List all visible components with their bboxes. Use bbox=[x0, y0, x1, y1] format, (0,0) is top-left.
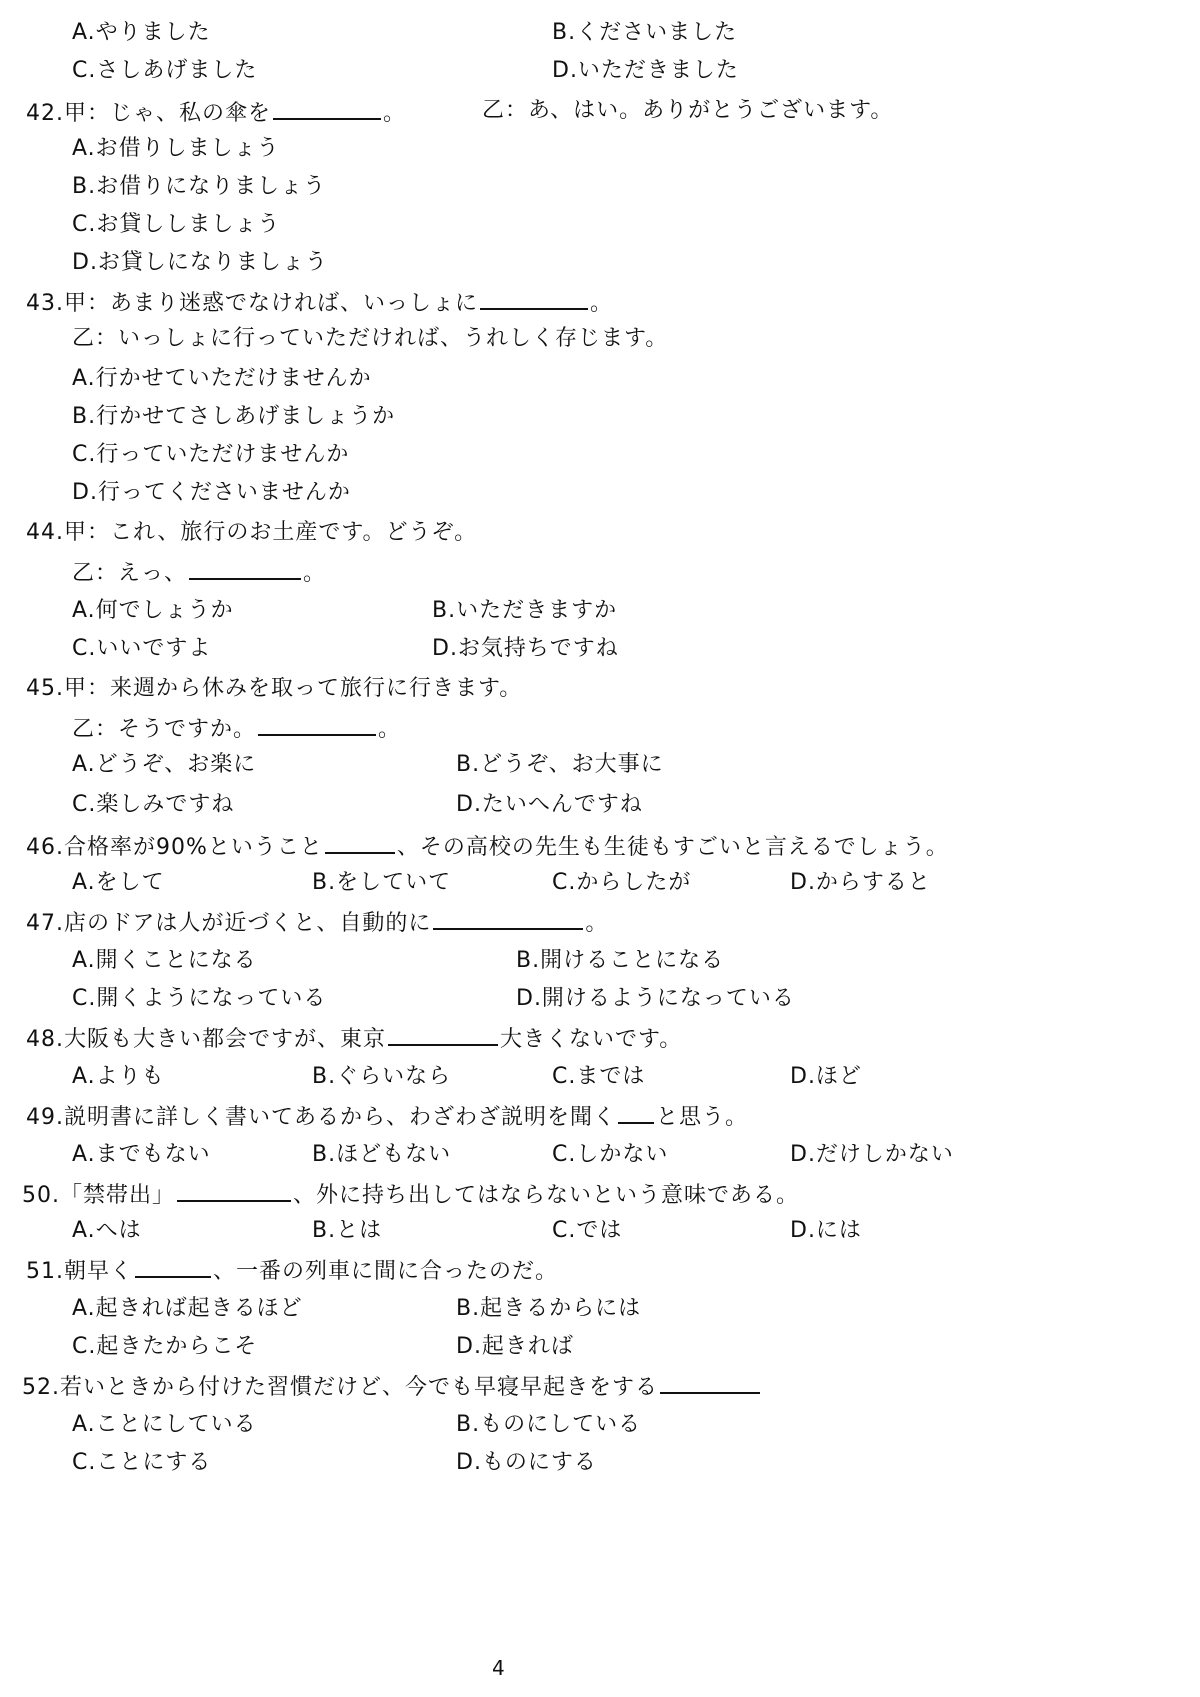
q42-stem bbox=[26, 96, 406, 129]
q46-option-a: A.をして bbox=[72, 870, 165, 895]
q51-option-c: C.起きたからこそ bbox=[72, 1334, 258, 1359]
question-text: 甲：来週から休みを取って旅行に行きます。 bbox=[64, 676, 523, 701]
question-text-end: 。 bbox=[585, 911, 609, 936]
question-text-end: 。 bbox=[590, 291, 614, 316]
q48-option-a: A.よりも bbox=[72, 1064, 165, 1089]
q50-stem bbox=[22, 1178, 799, 1211]
q43-option-b: B.行かせてさしあげましょうか bbox=[72, 404, 396, 429]
question-number: 49. bbox=[26, 1105, 64, 1130]
q46-option-b: B.をしていて bbox=[312, 870, 452, 895]
q45-option-b: B.どうぞ、お大事に bbox=[456, 752, 664, 777]
question-text-end: 、その高校の先生も生徒もすごいと言えるでしょう。 bbox=[396, 835, 949, 860]
q48-option-b: B.ぐらいなら bbox=[312, 1064, 452, 1089]
q45-option-c: C.楽しみですね bbox=[72, 792, 235, 817]
answer-blank bbox=[388, 1022, 498, 1046]
question-text-end: 。 bbox=[383, 101, 407, 126]
q46-option-d: D.からすると bbox=[790, 870, 931, 895]
q43-reply: 乙：いっしょに行っていただければ、うれしく存じます。 bbox=[72, 326, 669, 351]
q45-reply bbox=[72, 712, 401, 745]
question-number: 50. bbox=[22, 1183, 60, 1208]
question-text: 大阪も大きい都会ですが、東京 bbox=[64, 1027, 387, 1052]
q42-option-b: B.お借りになりましょう bbox=[72, 174, 327, 199]
q42-option-a: A.お借りしましょう bbox=[72, 136, 280, 161]
q41-option-d: D.いただきました bbox=[552, 58, 739, 83]
answer-blank bbox=[273, 96, 381, 120]
question-text: 「禁帯出」 bbox=[60, 1183, 176, 1208]
question-text: 朝早く bbox=[64, 1259, 134, 1284]
q52-option-c: C.ことにする bbox=[72, 1450, 212, 1475]
q52-option-a: A.ことにしている bbox=[72, 1412, 257, 1437]
q49-option-a: A.までもない bbox=[72, 1142, 211, 1167]
question-text: 甲：あまり迷惑でなければ、いっしょに bbox=[64, 291, 479, 316]
q47-stem bbox=[26, 906, 608, 939]
question-text: 甲：これ、旅行のお土産です。どうぞ。 bbox=[64, 520, 478, 545]
question-text-end: と思う。 bbox=[656, 1105, 749, 1130]
q47-option-a: A.開くことになる bbox=[72, 948, 257, 973]
q52-option-b: B.ものにしている bbox=[456, 1412, 642, 1437]
q44-option-c: C.いいですよ bbox=[72, 636, 212, 661]
q45-stem bbox=[26, 674, 522, 704]
question-number: 48. bbox=[26, 1027, 64, 1052]
reply-text: 乙：えっ、 bbox=[72, 561, 188, 586]
q43-stem bbox=[26, 286, 613, 319]
q48-stem bbox=[26, 1022, 682, 1055]
q41-option-a: A.やりました bbox=[72, 20, 211, 45]
q50-option-a: A.へは bbox=[72, 1218, 142, 1243]
q42-option-d: D.お貸しになりましょう bbox=[72, 250, 328, 275]
q49-option-b: B.ほどもない bbox=[312, 1142, 452, 1167]
q41-option-b: B.くださいました bbox=[552, 20, 738, 45]
question-number: 51. bbox=[26, 1259, 64, 1284]
reply-text-end: 。 bbox=[378, 717, 402, 742]
answer-blank bbox=[325, 830, 395, 854]
q48-option-d: D.ほど bbox=[790, 1064, 862, 1089]
q44-option-b: B.いただきますか bbox=[432, 598, 618, 623]
q42-option-c: C.お貸ししましょう bbox=[72, 212, 281, 237]
answer-blank bbox=[433, 906, 583, 930]
reply-text: 乙：そうですか。 bbox=[72, 717, 257, 742]
q41-option-c: C.さしあげました bbox=[72, 58, 258, 83]
q52-option-d: D.ものにする bbox=[456, 1450, 597, 1475]
question-number: 44. bbox=[26, 520, 64, 545]
q46-stem bbox=[26, 830, 949, 863]
question-text: 店のドアは人が近づくと、自動的に bbox=[64, 911, 432, 936]
q45-option-a: A.どうぞ、お楽に bbox=[72, 752, 257, 777]
question-number: 42. bbox=[26, 101, 64, 126]
question-text: 若いときから付けた習慣だけど、今でも早寝早起きをする bbox=[60, 1375, 659, 1400]
q43-option-a: A.行かせていただけませんか bbox=[72, 366, 372, 391]
question-number: 46. bbox=[26, 835, 64, 860]
question-text: 説明書に詳しく書いてあるから、わざわざ説明を聞く bbox=[64, 1105, 617, 1130]
q49-option-c: C.しかない bbox=[552, 1142, 669, 1167]
q47-option-c: C.開くようになっている bbox=[72, 986, 327, 1011]
q47-option-b: B.開けることになる bbox=[516, 948, 725, 973]
question-number: 43. bbox=[26, 291, 64, 316]
q51-option-d: D.起きれば bbox=[456, 1334, 574, 1359]
answer-blank bbox=[177, 1178, 291, 1202]
question-text-end: 大きくないです。 bbox=[500, 1027, 683, 1052]
answer-blank bbox=[660, 1370, 760, 1394]
question-number: 45. bbox=[26, 676, 64, 701]
question-text: 甲：じゃ、私の傘を bbox=[64, 101, 272, 126]
answer-blank bbox=[618, 1100, 654, 1124]
q43-option-d: D.行ってくださいませんか bbox=[72, 480, 351, 505]
q44-option-d: D.お気持ちですね bbox=[432, 636, 619, 661]
question-text-end: 、外に持ち出してはならないという意味である。 bbox=[293, 1183, 800, 1208]
q50-option-d: D.には bbox=[790, 1218, 862, 1243]
q49-stem bbox=[26, 1100, 748, 1133]
q48-option-c: C.までは bbox=[552, 1064, 646, 1089]
answer-blank bbox=[135, 1254, 211, 1278]
q52-stem bbox=[22, 1370, 762, 1403]
q47-option-d: D.開けるようになっている bbox=[516, 986, 795, 1011]
question-number: 52. bbox=[22, 1375, 60, 1400]
q51-stem bbox=[26, 1254, 558, 1287]
q46-option-c: C.からしたが bbox=[552, 870, 692, 895]
q44-stem bbox=[26, 518, 477, 548]
q44-reply bbox=[72, 556, 326, 589]
answer-blank bbox=[258, 712, 376, 736]
q51-option-a: A.起きれば起きるほど bbox=[72, 1296, 303, 1321]
q51-option-b: B.起きるからには bbox=[456, 1296, 642, 1321]
page-number: 4 bbox=[492, 1656, 505, 1680]
answer-blank bbox=[189, 556, 301, 580]
question-number: 47. bbox=[26, 911, 64, 936]
q42-reply: 乙：あ、はい。ありがとうございます。 bbox=[482, 98, 894, 123]
question-text: 合格率が90%ということ bbox=[64, 835, 323, 860]
q49-option-d: D.だけしかない bbox=[790, 1142, 954, 1167]
q44-option-a: A.何でしょうか bbox=[72, 598, 234, 623]
answer-blank bbox=[480, 286, 588, 310]
q50-option-b: B.とは bbox=[312, 1218, 383, 1243]
q45-option-d: D.たいへんですね bbox=[456, 792, 643, 817]
reply-text-end: 。 bbox=[303, 561, 327, 586]
q50-option-c: C.では bbox=[552, 1218, 623, 1243]
q43-option-c: C.行っていただけませんか bbox=[72, 442, 350, 467]
question-text-end: 、一番の列車に間に合ったのだ。 bbox=[213, 1259, 559, 1284]
